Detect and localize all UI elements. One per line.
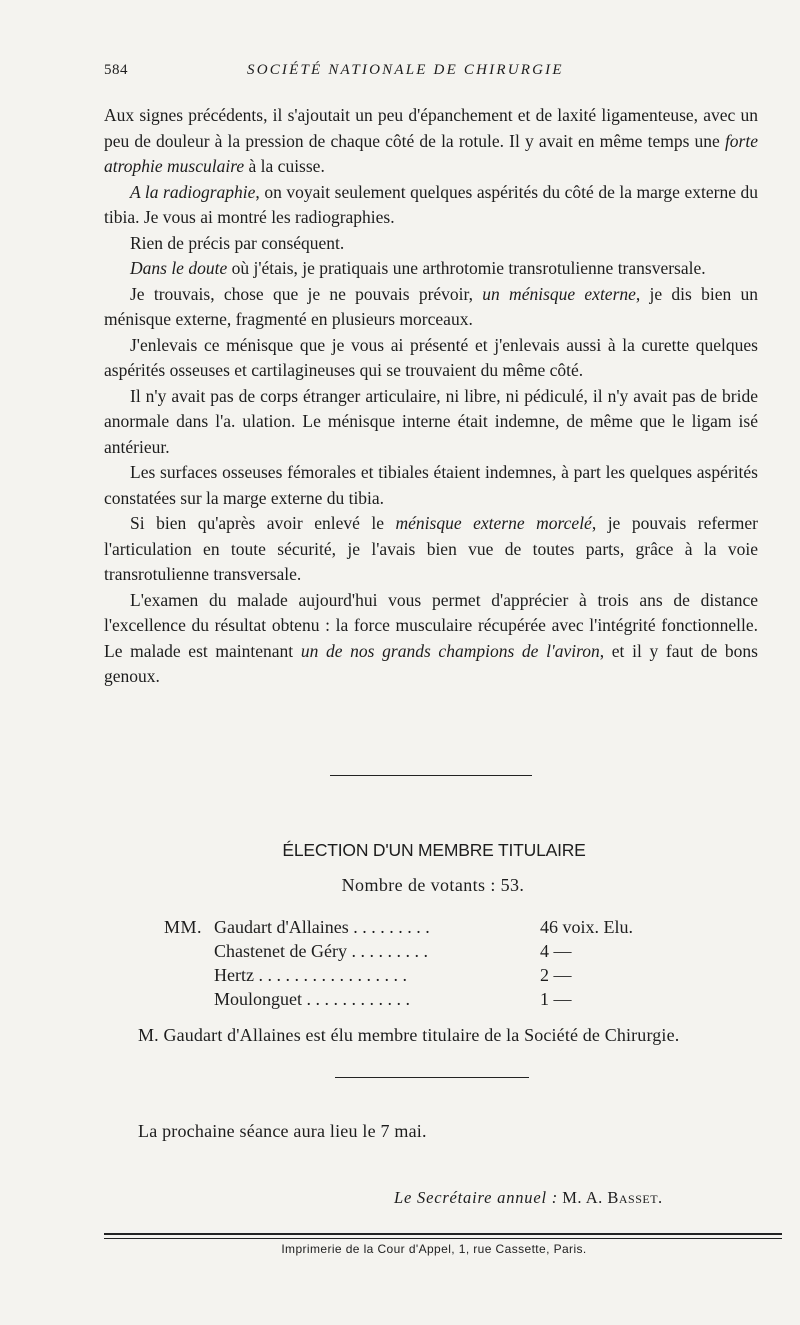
result-row bbox=[164, 963, 684, 987]
paragraph bbox=[104, 384, 758, 461]
paragraph bbox=[104, 511, 758, 588]
section-divider bbox=[335, 1077, 529, 1078]
election-announcement: M. Gaudart d'Allaines est élu membre titulaire de la Société de Chirurgie. bbox=[138, 1025, 680, 1045]
voter-count: Nombre de votants : 53. bbox=[341, 875, 525, 895]
vote-count: 46 voix. Elu. bbox=[540, 917, 633, 937]
paragraph-text: Il n'y avait pas de corps étranger articulaire, ni libre, ni pédiculé, il n'y avait pas de bride anormale dans l'a. ulation. Le ménisque interne était indemne, de même que le ligam isé antérieur. bbox=[104, 385, 758, 457]
paragraph bbox=[104, 282, 758, 333]
journal-title: SOCIÉTÉ NATIONALE DE CHIRURGIE bbox=[247, 62, 564, 78]
paragraph bbox=[104, 256, 758, 282]
paragraph bbox=[104, 231, 758, 257]
paragraph-text: , on voyait seulement quelques aspérités du côté de la marge externe du tibia. Je vous ai montré les radiographies. bbox=[104, 181, 758, 227]
emphasis-text: ménisque externe morcelé bbox=[395, 513, 592, 533]
result-row bbox=[164, 915, 684, 939]
candidate-name: Gaudart d'Allaines . . . . . . . . . bbox=[214, 917, 430, 937]
paragraph-text: , je pouvais refermer l'articulation en toute sécurité, je l'avais bien vue de toutes parts, grâce à la voie transrotulienne transversale. bbox=[104, 513, 758, 584]
footer-rule bbox=[104, 1233, 782, 1239]
section-divider bbox=[330, 775, 532, 776]
election-title: ÉLECTION D'UN MEMBRE TITULAIRE bbox=[282, 840, 586, 860]
candidate-name: Chastenet de Géry . . . . . . . . . bbox=[214, 941, 428, 961]
result-row bbox=[164, 987, 684, 1011]
paragraph bbox=[104, 588, 758, 690]
emphasis-text: A la radiographie bbox=[130, 181, 256, 202]
secretary-name: M. A. Basset. bbox=[562, 1188, 663, 1207]
paragraph-text: où j'étais, je pratiquais une arthrotomie transrotulienne transversale. bbox=[227, 258, 706, 278]
honorific-prefix: MM. bbox=[164, 917, 203, 937]
paragraph-text: L'examen du malade aujourd'hui vous permet d'apprécier à trois ans de distance l'excellence du résultat obtenu : la force musculaire récupérée avec l'intégrité fonctionnelle. Le malade est maintenant bbox=[104, 589, 758, 661]
secretary-role: Le Secrétaire annuel : bbox=[394, 1188, 559, 1207]
paragraph bbox=[104, 333, 758, 384]
next-session-date: 7 mai. bbox=[380, 1121, 427, 1141]
paragraph-text: Si bien qu'après avoir enlevé le bbox=[130, 513, 396, 533]
secretary-signature bbox=[394, 1188, 663, 1208]
paragraph-text: Aux signes précédents, il s'ajoutait un peu d'épanchement et de laxité ligamenteuse, avec un peu de douleur à la pression de chaque côté de la rotule. Il y avait en même temps une bbox=[104, 105, 758, 151]
paragraph-text: J'enlevais ce ménisque que je vous ai présenté et j'enlevais aussi à la curette quelques aspérités osseuses et cartilagineuses qui se trouvaient du même côté. bbox=[104, 334, 758, 380]
paragraph-text: , et il y faut de bons genoux. bbox=[104, 640, 758, 686]
election-results bbox=[164, 915, 684, 1011]
paragraph bbox=[104, 180, 758, 231]
paragraph-text: Je trouvais, chose que je ne pouvais prévoir, bbox=[130, 283, 483, 304]
candidate-name: Moulonguet . . . . . . . . . . . . bbox=[214, 989, 410, 1009]
paragraph-text: Les surfaces osseuses fémorales et tibiales étaient indemnes, à part les quelques aspérités constatées sur la marge externe du tibia. bbox=[104, 462, 758, 508]
paragraph bbox=[104, 103, 758, 180]
emphasis-text: Dans le doute bbox=[130, 258, 228, 278]
emphasis-text: un ménisque externe bbox=[482, 283, 636, 304]
emphasis-text: un de nos grands champions de l'aviron bbox=[300, 640, 600, 661]
paragraph-text: , je dis bien un ménisque externe, fragmenté en plusieurs morceaux. bbox=[104, 283, 758, 329]
next-session-text: La prochaine séance aura lieu le bbox=[138, 1121, 381, 1141]
running-head bbox=[104, 62, 764, 82]
vote-count: 2 — bbox=[540, 965, 572, 985]
paragraph bbox=[104, 460, 758, 511]
paragraph-text: Rien de précis par conséquent. bbox=[130, 232, 345, 253]
vote-count: 4 — bbox=[540, 941, 572, 961]
emphasis-text: forte atrophie musculaire bbox=[104, 130, 758, 176]
page-number: 584 bbox=[104, 62, 128, 78]
result-row bbox=[164, 939, 684, 963]
candidate-name: Hertz . . . . . . . . . . . . . . . . . bbox=[214, 965, 407, 985]
paragraph-text: à la cuisse. bbox=[244, 156, 325, 176]
next-session-notice bbox=[138, 1121, 427, 1142]
article-body bbox=[104, 103, 758, 690]
printer-imprint: Imprimerie de la Cour d'Appel, 1, rue Cassette, Paris. bbox=[281, 1242, 587, 1256]
vote-count: 1 — bbox=[540, 989, 572, 1009]
